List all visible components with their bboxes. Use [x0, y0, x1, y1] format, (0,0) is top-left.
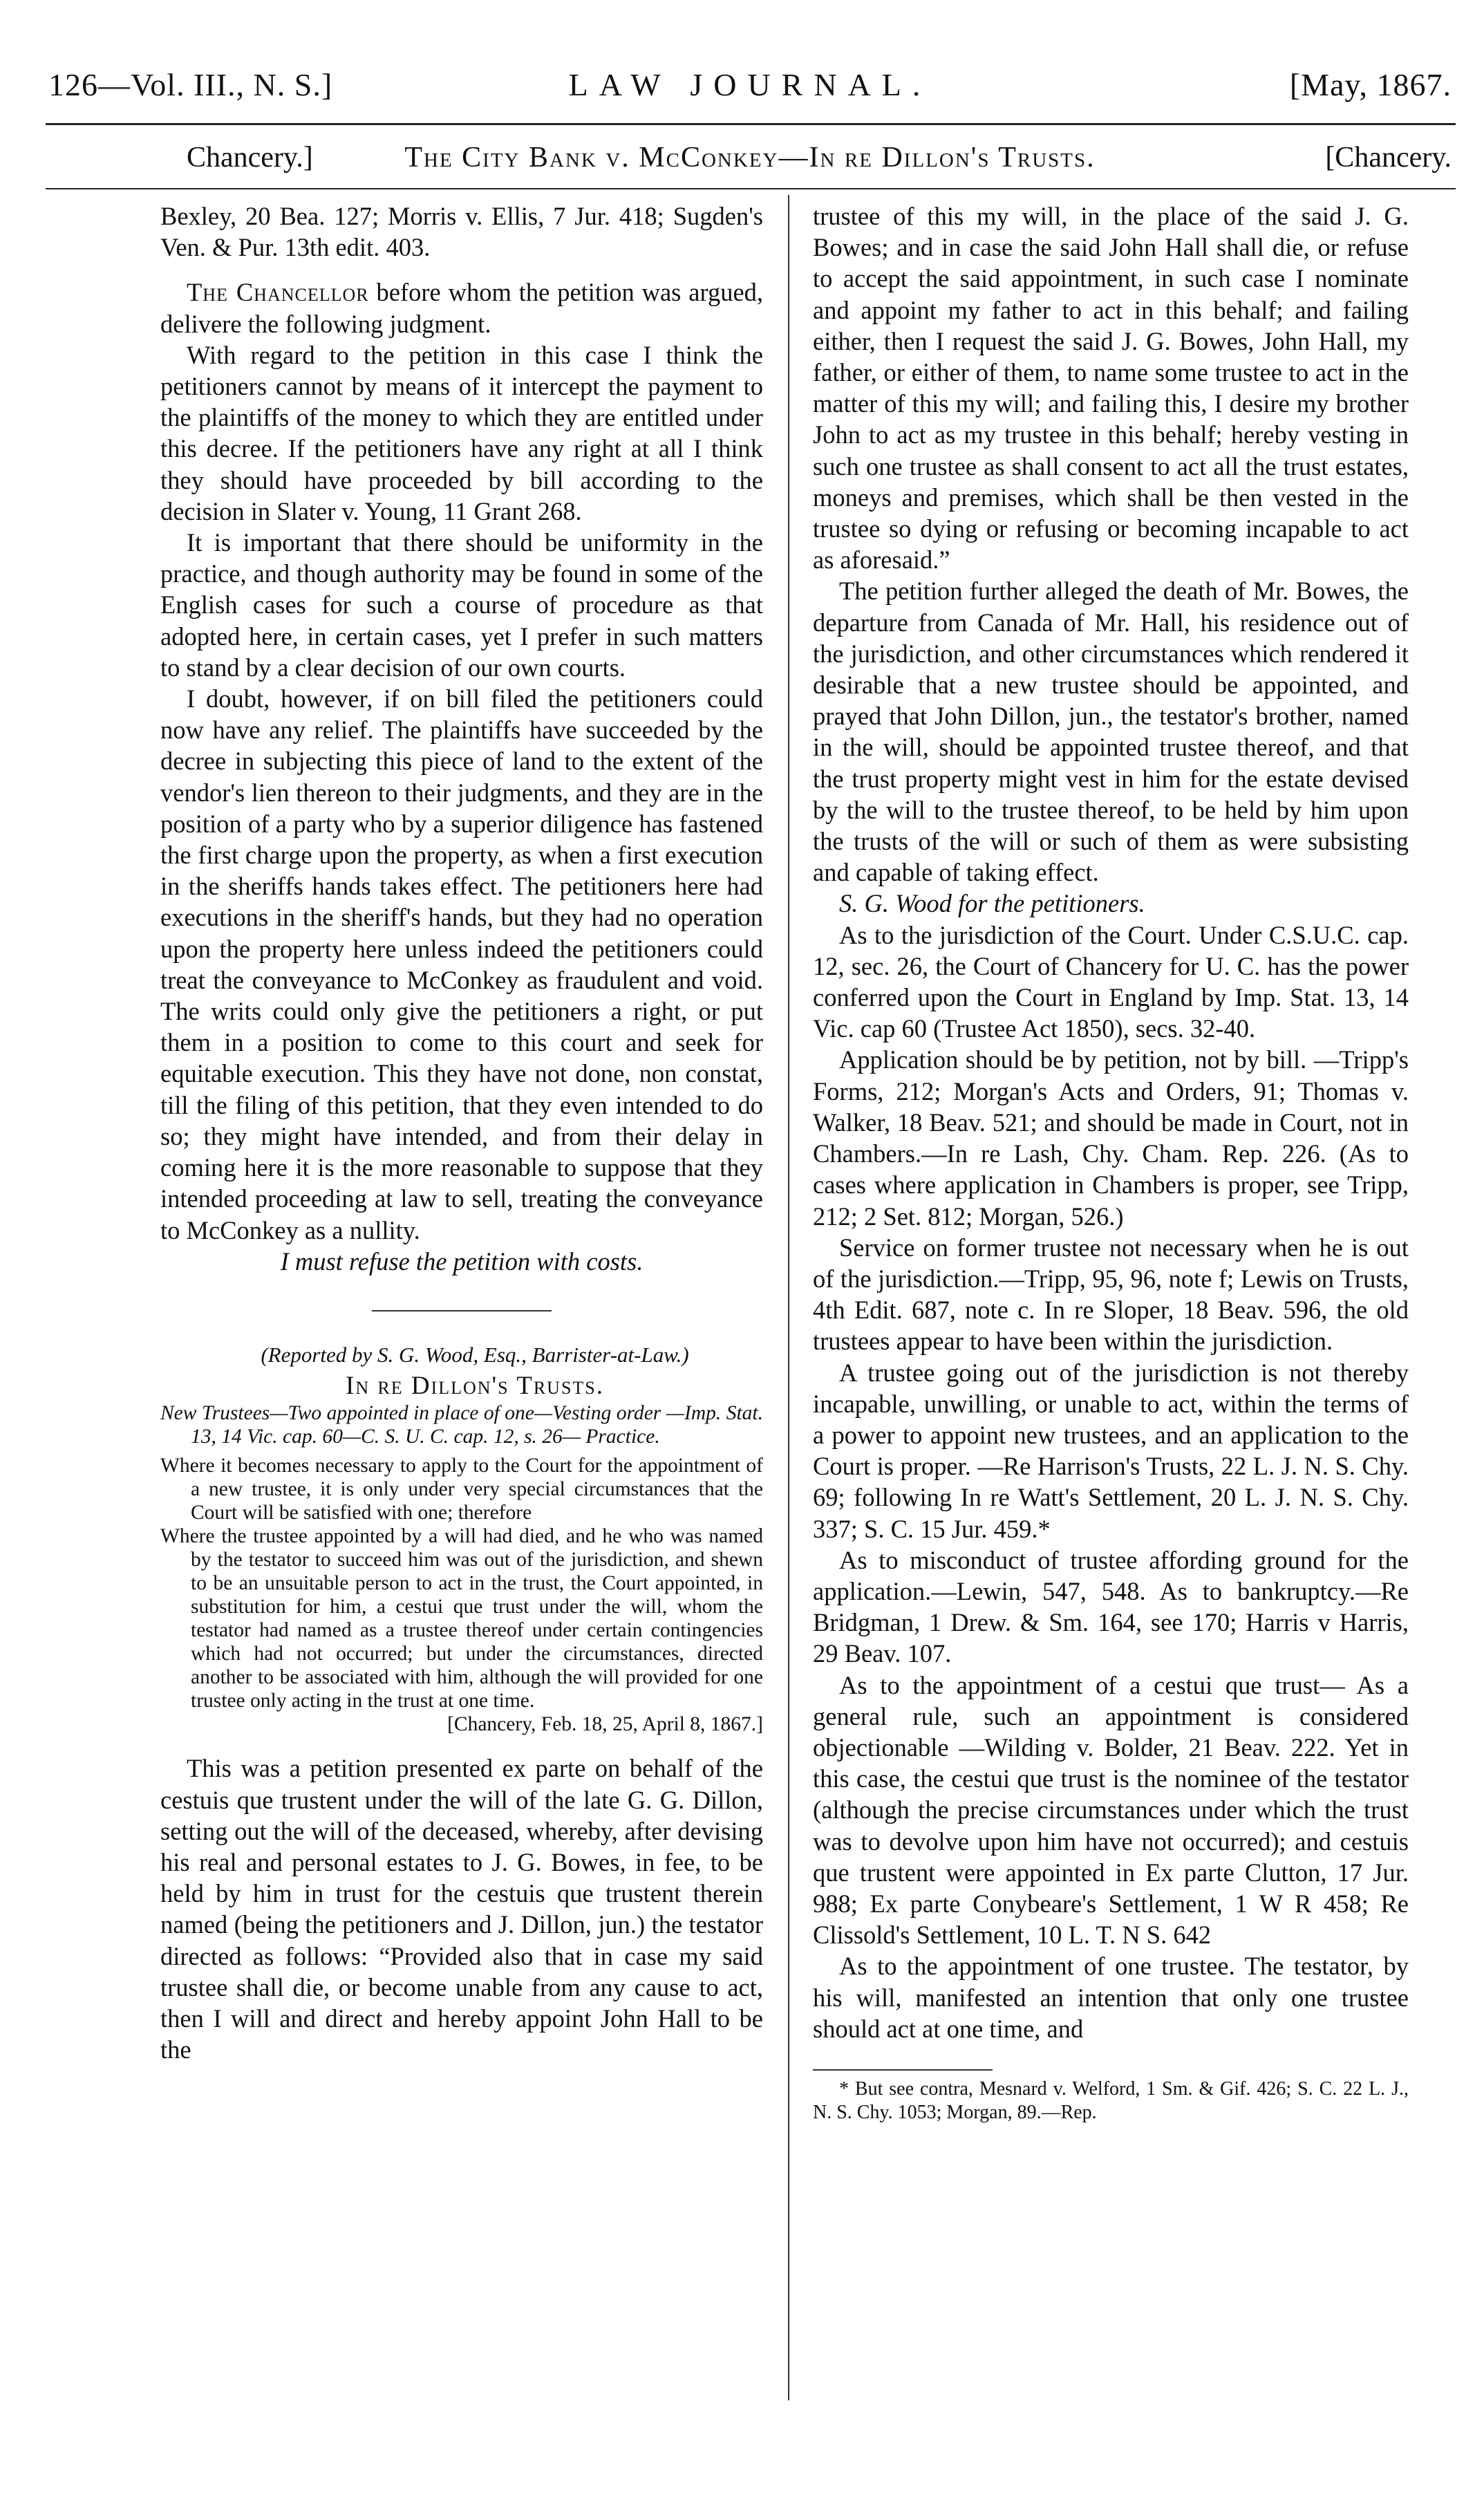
column-divider [788, 195, 789, 2400]
footnote-rule [813, 2069, 993, 2071]
will-continued: trustee of this my will, in the place of the said J. G. Bowes; and in case the said John Hall shall die, or refuse to accept the said appointment, in such case I nominate and appoint my father to act in this behalf; and failing either, then I request the said J. G. Bowes, John Hall, my father, or either of them, to name some trustee to act in the matter of this my will; and failing this, I desire my brother John to act as my trustee in this behalf; hereby vesting in such one trustee as shall consent to act all the trust estates, moneys and premises, which shall be then vested in the trustee so dying or refusing or becoming incapable to act as aforesaid.” [813, 202, 1409, 575]
case-heading-rule [46, 188, 1456, 189]
headnote-date: [Chancery, Feb. 18, 25, April 8, 1867.] [447, 1713, 763, 1736]
paragraph: As to the appointment of a cestui que trust— As a general rule, such an appointment is considered objectionable —Wilding v. Bolder, 21 Beav. 222. Yet in this case, the cestui que trust is the nominee of the testator (although the precise circumstances under which the trust was to devolve upon him have not occurred); and cestuis que trustent were appointed in Ex parte Clutton, 17 Jur. 988; Ex parte Conybeare's Settlement, 1 W R 458; Re Clissold's Settlement, 10 L. T. N S. 642 [813, 1670, 1409, 1950]
paragraph: As to the jurisdiction of the Court. Under C.S.U.C. cap. 12, sec. 26, the Court of Chancery for U. C. has the power conferred upon the Court in England by Imp. Stat. 13, 14 Vic. cap 60 (Trustee Act 1850), secs. 32-40. [813, 920, 1409, 1043]
reporter-credit: (Reported by S. G. Wood, Esq., Barrister-at-Law.) [261, 1342, 689, 1367]
issue-date: [May, 1867. [1289, 67, 1452, 102]
headnote-item: Where it becomes necessary to apply to the Court for the appointment of a new trustee, it is only under very special circumstances that the Court will be satisfied with one; therefore [160, 1455, 763, 1524]
paragraph: With regard to the petition in this case I think the petitioners cannot by means of it intercept the payment to the plaintiffs of the money to which they are entitled under this decree. If the petitioners have any right at all I think they should have proceeded by bill according to the decision in Slater v. Young, 11 Grant 268. [160, 340, 763, 525]
paragraph: Application should be by petition, not by bill. —Tripp's Forms, 212; Morgan's Acts and Orders, 91; Thomas v. Walker, 18 Beav. 521; and should be made in Court, not in Chambers.—In re Lash, Chy. Cham. Rep. 226. (As to cases where application in Chambers is proper, see Tripp, 212; 2 Set. 812; Morgan, 526.) [813, 1045, 1409, 1231]
court-right: [Chancery. [1325, 142, 1452, 174]
footnote: * But see contra, Mesnard v. Welford, 1 Sm. & Gif. 426; S. C. 22 L. J., N. S. Chy. 1053; Morgan, 89.—Rep. [813, 2078, 1409, 2123]
paragraph: A trustee going out of the jurisdiction is not thereby incapable, unwilling, or unable to act, within the terms of a power to appoint new trustees, and an application to the Court is proper. —Re Harrison's Trusts, 22 L. J. N. S. Chy. 69; following In re Watt's Settlement, 20 L. J. N. S. Chy. 337; S. C. 15 Jur. 459.* [813, 1358, 1409, 1543]
paragraph: The petition further alleged the death of Mr. Bowes, the departure from Canada of Mr. Hall, his residence out of the jurisdiction, and other circumstances which rendered it desirable that a new trustee should be appointed, and prayed that John Dillon, jun., the testator's brother, named in the will, should be appointed trustee thereof, and that the trust property might vest in him for the estate devised by the will to the trustee thereof, to be held by him upon the trusts of the will or such of them as were subsisting and capable of taking effect. [813, 577, 1409, 887]
case-heading [48, 141, 1452, 183]
paragraph: As to the appointment of one trustee. The testator, by his will, manifested an intention that only one trustee should act at one time, and [813, 1952, 1409, 2043]
judgment-intro-text: before whom the petition was argued, delivere the following judgment. [160, 278, 764, 338]
case-title: The City Bank v. McConkey—In re Dillon's Trusts. [404, 142, 1096, 174]
paragraph: I doubt, however, if on bill filed the petitioners could now have any relief. The plaintiffs have succeeded by the decree in subjecting this piece of land to the extent of the vendor's lien thereon to their judgments, and they are in the position of a party who by a superior diligence has fastened the first charge upon the property, as when a first execution in the sheriffs hands takes effect. The petitioners here had executions in the sheriff's hands, but they had no operation upon the property here unless indeed the petitioners could treat the conveyance to McConkey as fraudulent and void. The writs could only give the petitioners a right, or put them in a position to come to this court and seek for equitable execution. This they have not done, non constat, till the filing of this petition, that they even intended to do so; they might have intended, and from their delay in coming here it is the more reasonable to suppose that they intended proceeding at law to sell, treating the conveyance to McConkey as a nullity. [160, 684, 763, 1244]
ruling: I must refuse the petition with costs. [280, 1246, 644, 1276]
paragraph: Service on former trustee not necessary when he is out of the jurisdiction.—Tripp, 95, 96, note f; Lewis on Trusts, 4th Edit. 687, note c. In re Sloper, 18 Beav. 596, the old trustees appear to have been within the jurisdiction. [813, 1233, 1409, 1356]
paragraph: It is important that there should be uniformity in the practice, and though authority may be found in some of the English cases for such a course of procedure as that adopted here, in certain cases, yet I prefer in such matters to stand by a clear decision of our own courts. [160, 528, 763, 682]
journal-title: LAW JOURNAL. [568, 67, 932, 102]
citations: Bexley, 20 Bea. 127; Morris v. Ellis, 7 Jur. 418; Sugden's Ven. & Pur. 13th edit. 403. [160, 202, 763, 262]
petition-paragraph: This was a petition presented ex parte on behalf of the cestuis que trustent under the will of the late G. G. Dillon, setting out the will of the deceased, whereby, after devising his real and personal estates to J. G. Bowes, in fee, to be held by him in trust for the cestuis que trustent therein named (being the petitioners and J. Dillon, jun.) the testator directed as follows: “Provided also that in case my said trustee shall die, or become unable from any cause to act, then I will and direct and hereby appoint John Hall to be the [160, 1754, 763, 2064]
judgment-intro [160, 277, 763, 339]
left-column [160, 200, 763, 2065]
headnote-lead: New Trustees—Two appointed in place of one—Vesting order —Imp. Stat. 13, 14 Vic. cap. 60—C. S. U. C. cap. 12, s. 26— Practice. [160, 1402, 763, 1448]
paragraph: As to misconduct of trustee affording ground for the application.—Lewin, 547, 548. As to bankruptcy.—Re Bridgman, 1 Drew. & Sm. 164, see 170; Harris v Harris, 29 Beav. 107. [813, 1545, 1409, 1668]
section-divider [372, 1310, 552, 1311]
right-column [813, 200, 1409, 2125]
headnote [160, 1401, 763, 1736]
volume-number: 126—Vol. III., N. S.] [48, 67, 333, 102]
headnote-item: Where the trustee appointed by a will had died, and he who was named by the testator to succeed him was out of the jurisdiction, and shewn to be an unsuitable person to act in the trust, the Court appointed, in substitution for him, a cestui que trust under the will, whom the testator had named as a trustee thereof under certain contingencies which had not occurred; but under the circumstances, directed another to be associated with him, although the will provided for one trustee only acting in the trust at one time. [160, 1525, 763, 1712]
section-title: In re Dillon's Trusts. [346, 1372, 604, 1401]
court-left: Chancery.] [187, 142, 313, 174]
header-rule [46, 123, 1456, 125]
running-head [48, 66, 1452, 115]
counsel-line: S. G. Wood for the petitioners. [839, 889, 1145, 918]
judge-name: The Chancellor [187, 278, 369, 307]
